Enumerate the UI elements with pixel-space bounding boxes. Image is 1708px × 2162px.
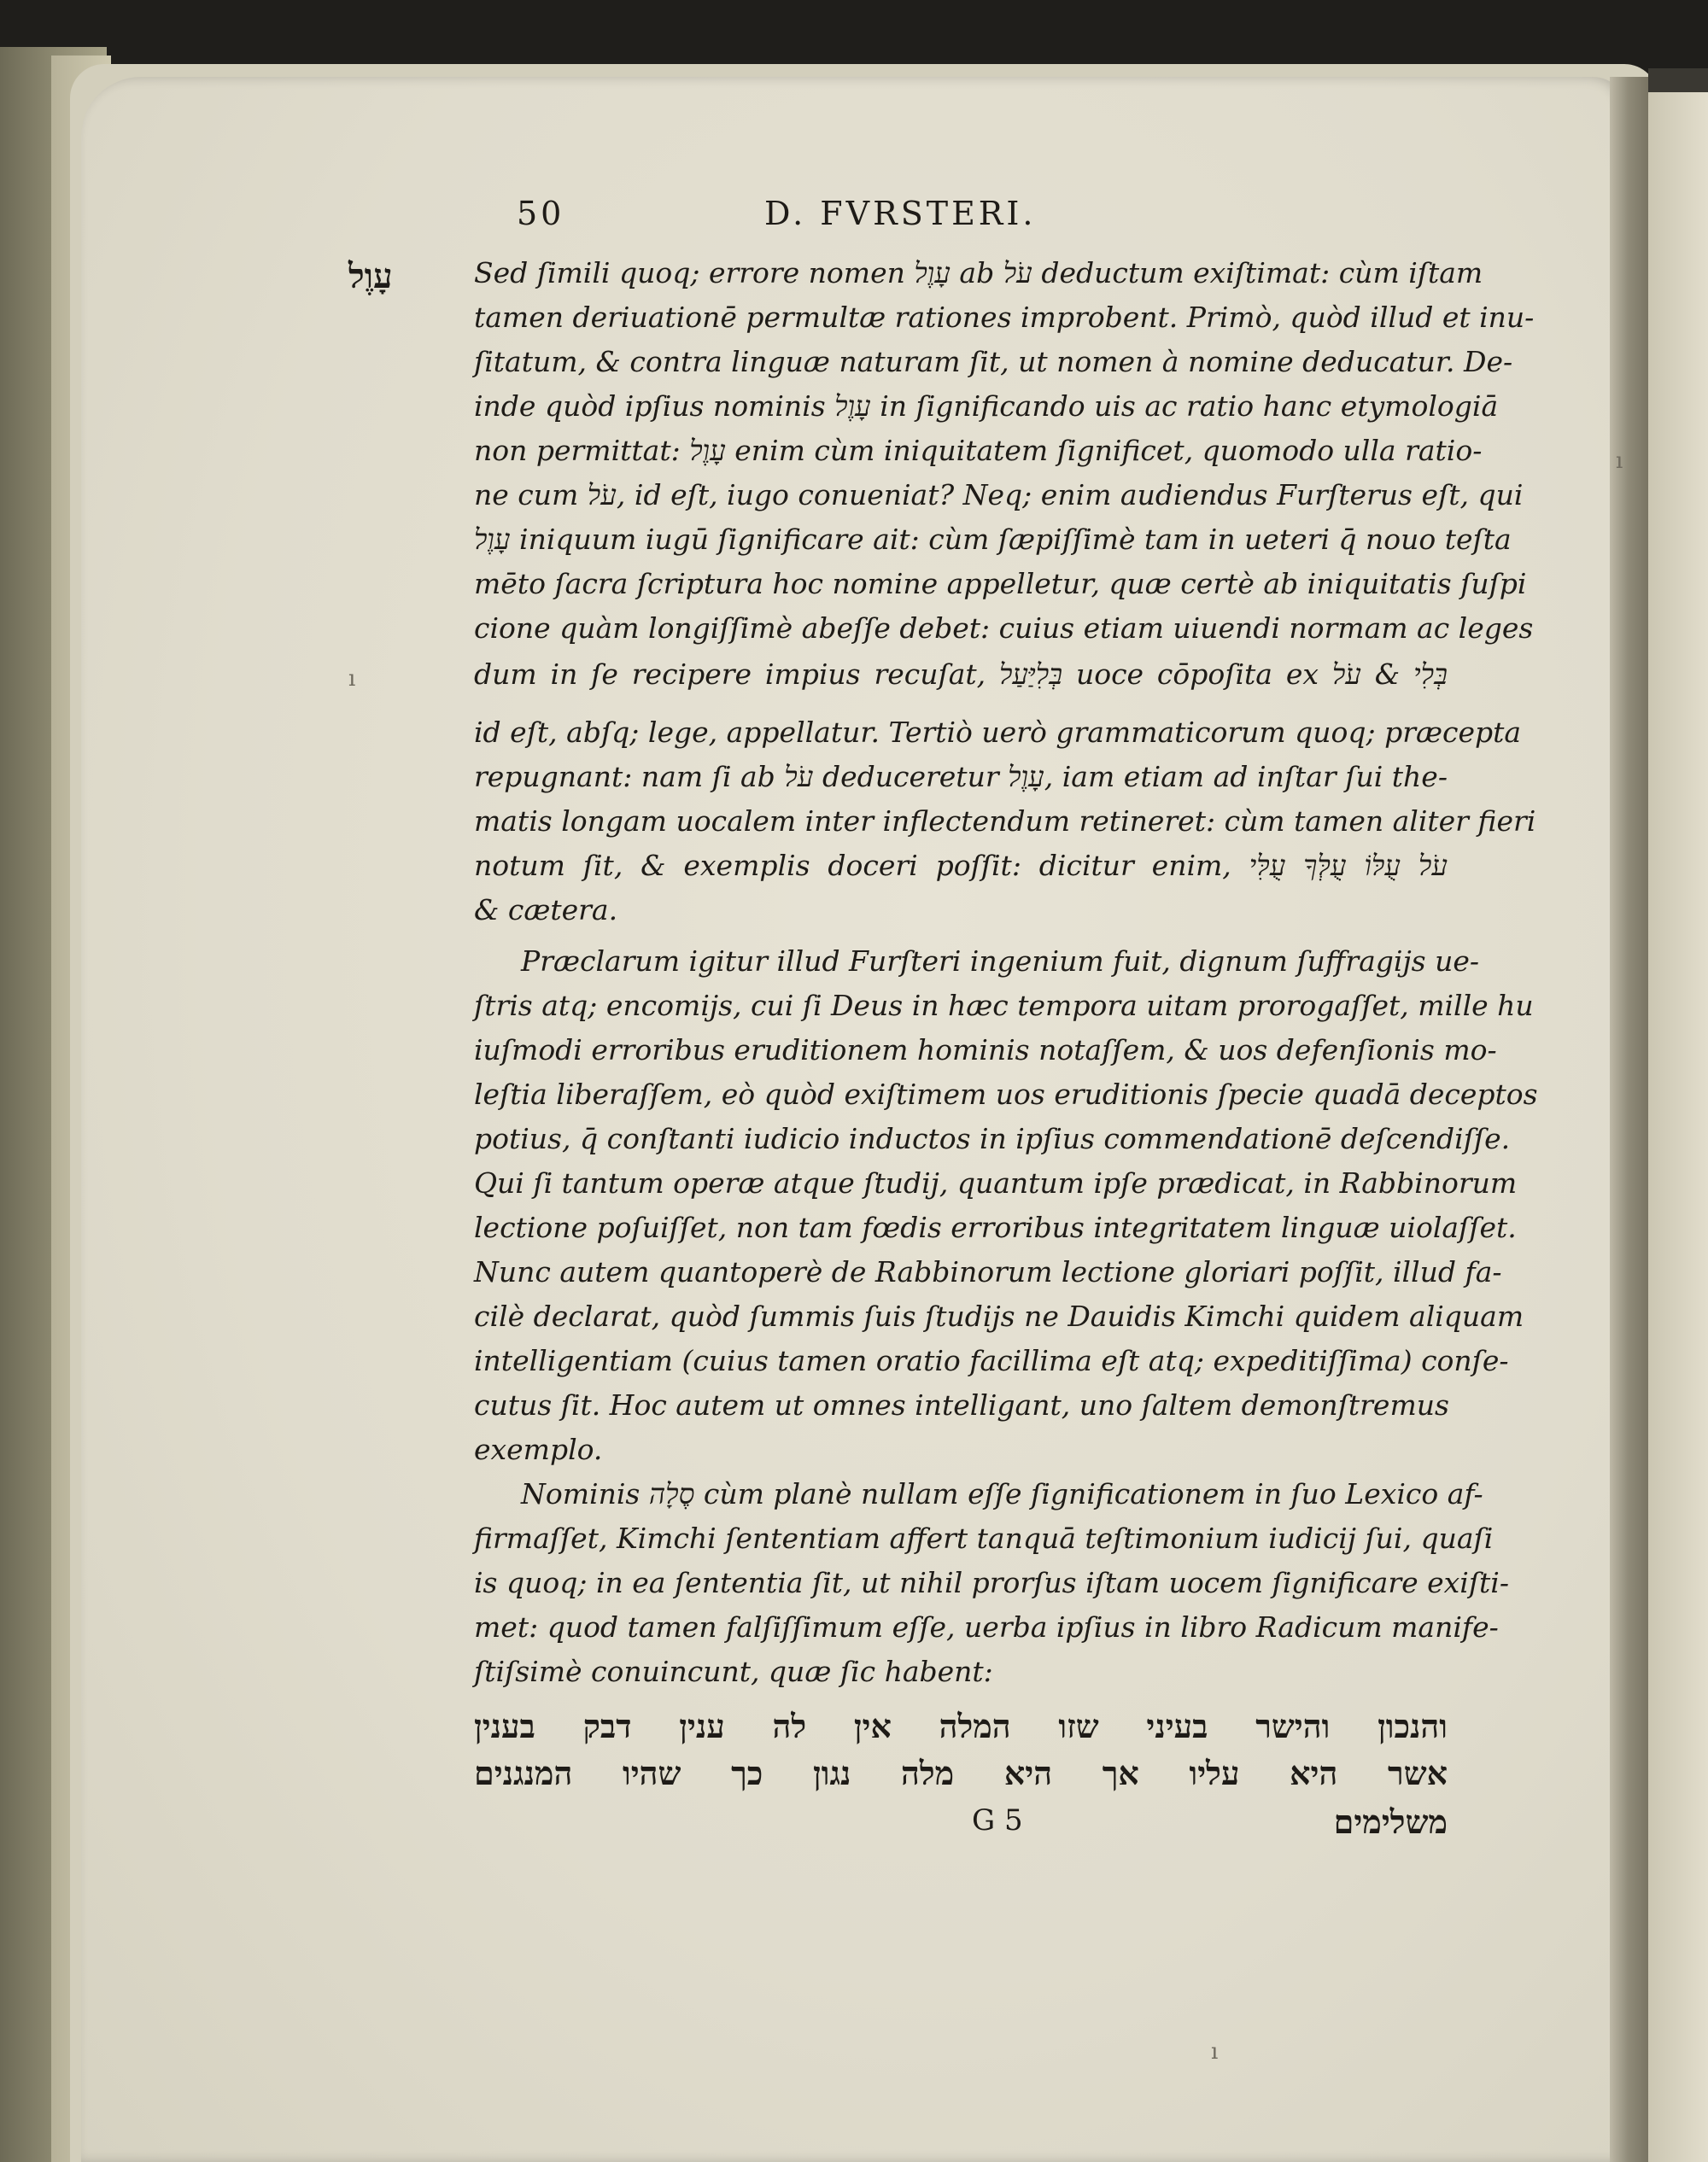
text-line: Sed ſimili quoq; errore nomen עָוֶל ab עֹל deductum exiſtimat: cùm iſtam — [474, 256, 1483, 289]
hebrew-quote-line: והנכון והישר בעיני שזו המלה אין לה ענין דבק בענין — [474, 1707, 1448, 1745]
margin-note: עָוֶל — [348, 256, 393, 296]
hebrew-quote-line: משלימים — [1333, 1803, 1448, 1841]
text-line: inde quòd ipſius nominis עָוֶל in ſignificando uis ac ratio hanc etymologiā — [474, 389, 1499, 423]
text-line: ſtris atq; encomijs, cui ſi Deus in hæc tempora uitam prorogaſſet, mille hu — [474, 989, 1534, 1022]
running-head: D. FVRSTERI. — [764, 195, 1037, 232]
text-line: potius, q̄ conſtanti iudicio inductos in ipſius commendationē deſcendiſſe. — [474, 1122, 1511, 1155]
text-line: firmaſſet, Kimchi ſententiam affert tanquā teſtimonium iudicij ſui, quaſi — [474, 1522, 1494, 1555]
facing-page-edge — [1648, 68, 1708, 2162]
text-line: dum in ſe recipere impius recuſat, בְּלִיַּעַל uoce cōpoſita ex בְּלִי & עֹל — [474, 657, 1448, 691]
text-line: cilè declarat, quòd ſummis ſuis ſtudijs ne Dauidis Kimchi quidem aliquam — [474, 1300, 1524, 1333]
text-line: עָוֶל iniquum iugū ſignificare ait: cùm ſæpiſſimè tam in ueteri q̄ nouo teſta — [474, 523, 1512, 556]
text-line: tamen deriuationē permultæ rationes improbent. Primò, quòd illud et inu- — [474, 301, 1535, 334]
text-line: met: quod tamen falſiſſimum eſſe, uerba ipſius in libro Radicum manife- — [474, 1610, 1499, 1644]
facing-page-top — [1648, 68, 1708, 92]
text-line: ſtiſsimè conuincunt, quæ ſic habent: — [474, 1655, 993, 1688]
text-line: iuſmodi erroribus eruditionem hominis notaſſem, & uos defenſionis mo- — [474, 1033, 1497, 1066]
text-line: cione quàm longiſſimè abeſſe debet: cuius etiam uiuendi normam ac leges — [474, 611, 1534, 645]
text-line: ſitatum, & contra linguæ naturam ſit, ut nomen à nomine deducatur. De- — [474, 345, 1513, 378]
text-line: Qui ſi tantum operæ atque ſtudij, quantum ipſe prædicat, in Rabbinorum — [474, 1166, 1518, 1200]
paper-speck: ı — [1211, 2039, 1219, 2065]
text-line: mēto ſacra ſcriptura hoc nomine appelletur, quæ certè ab iniquitatis ſuſpi — [474, 567, 1527, 600]
text-line: ne cum עֹל, id eſt, iugo conueniat? Neq; enim audiendus Furſterus eſt, qui — [474, 478, 1524, 511]
page-number: 50 — [517, 195, 565, 232]
text-line: & cætera. — [474, 893, 618, 926]
paper-speck: ı — [1616, 448, 1623, 474]
text-line: Nunc autem quantoperè de Rabbinorum lectione gloriari poſſit, illud fa- — [474, 1255, 1502, 1288]
paper-speck: ı — [348, 666, 356, 692]
hebrew-quote-line: אשר היא עליו אך היא מלה נגון כך שהיו המנגנים — [474, 1754, 1448, 1792]
text-line: cutus ſit. Hoc autem ut omnes intelligant, uno ſaltem demonſtremus — [474, 1388, 1449, 1422]
text-line: notum ſit, & exemplis doceri poſſit: dicitur enim, עֹל עֻלּוֹ עֻלְּךָ עֻלִּי — [474, 849, 1448, 882]
text-line: is quoq; in ea ſententia ſit, ut nihil prorſus iſtam uocem ſignificare exiſti- — [474, 1566, 1510, 1599]
text-line: Præclarum igitur illud Furſteri ingenium fuit, dignum ſuffragijs ue- — [521, 944, 1480, 978]
signature-mark: G 5 — [972, 1803, 1023, 1838]
text-line: id eſt, abſq; lege, appellatur. Tertiò uerò grammaticorum quoq; præcepta — [474, 716, 1522, 749]
text-line: Nominis סֶלָה cùm planè nullam eſſe ſignificationem in ſuo Lexico af- — [521, 1477, 1483, 1510]
text-line: intelligentiam (cuius tamen oratio facillima eſt atq; expeditiſſima) conſe- — [474, 1344, 1509, 1377]
text-line: matis longam uocalem inter inflectendum retineret: cùm tamen aliter fieri — [474, 804, 1536, 838]
text-line: repugnant: nam ſi ab עֹל deduceretur עָוֶל, iam etiam ad inſtar ſui the- — [474, 760, 1448, 793]
text-line: non permittat: עָוֶל enim cùm iniquitatem ſignificet, quomodo ulla ratio- — [474, 434, 1483, 467]
text-line: leſtia liberaſſem, eò quòd exiſtimem uos eruditionis ſpecie quadā deceptos — [474, 1078, 1538, 1111]
text-line: lectione poſuiſſet, non tam fœdis erroribus integritatem linguæ uiolaſſet. — [474, 1211, 1517, 1244]
text-line: exemplo. — [474, 1433, 603, 1466]
